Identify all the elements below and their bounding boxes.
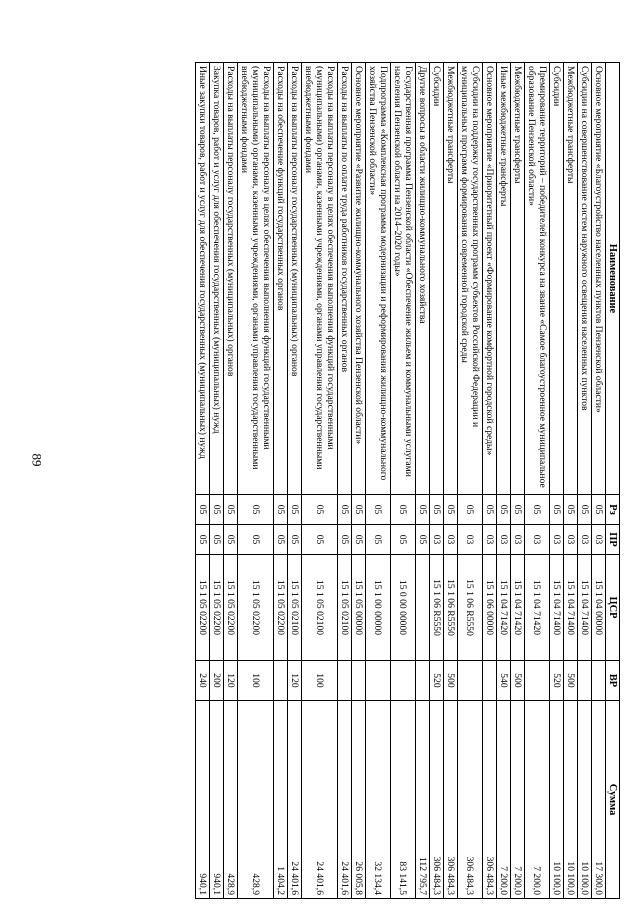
- header-rz: Рз: [606, 495, 620, 525]
- cell-vr: 500: [444, 661, 458, 701]
- cell-pr: 05: [338, 525, 352, 555]
- cell-sum: 10 100,0: [550, 701, 564, 899]
- cell-sum: 7 200,0: [525, 701, 550, 899]
- cell-pr: 03: [592, 525, 606, 555]
- cell-name: Премирование территорий – победителей конкурса на звание «Самое благоустроенное муниципальное образование Пензенской области»: [525, 63, 550, 495]
- budget-table: [195, 62, 620, 899]
- cell-name: Субсидии на совершенствование систем наружного освещения населенных пунктов: [578, 63, 592, 495]
- cell-sum: 10 100,0: [578, 701, 592, 899]
- cell-pr: 05: [352, 525, 366, 555]
- cell-name: Расходы на выплаты персоналу государственных (муниципальных) органов: [288, 63, 302, 495]
- cell-sum: 7 200,0: [497, 701, 511, 899]
- cell-csr: 15 1 05 02100: [338, 555, 352, 661]
- cell-vr: 500: [511, 661, 525, 701]
- cell-csr: 15 1 05 00000: [352, 555, 366, 661]
- cell-rz: 05: [224, 495, 238, 525]
- cell-sum: 26 005,8: [352, 701, 366, 899]
- cell-name: Закупка товаров, работ и услуг для обеспечения государственных (муниципальных) нужд: [210, 63, 224, 495]
- cell-vr: [592, 661, 606, 701]
- cell-vr: [483, 661, 497, 701]
- cell-rz: 05: [525, 495, 550, 525]
- cell-rz: 05: [550, 495, 564, 525]
- cell-pr: 03: [511, 525, 525, 555]
- cell-csr: 15 1 04 71400: [550, 555, 564, 661]
- cell-pr: 05: [288, 525, 302, 555]
- header-name: Наименование: [606, 63, 620, 495]
- cell-rz: 05: [430, 495, 444, 525]
- cell-pr: 03: [564, 525, 578, 555]
- cell-vr: [274, 661, 288, 701]
- cell-vr: [366, 661, 391, 701]
- table-row: [338, 63, 352, 899]
- cell-csr: [416, 555, 430, 661]
- cell-name: Расходы на выплаты персоналу в целях обеспечения выполнения функций государственными (муниципальными) органами, казенными учреждениями, органами управления государственными внебюджетными фондами: [302, 63, 338, 495]
- table-row: [274, 63, 288, 899]
- cell-rz: 05: [366, 495, 391, 525]
- cell-csr: 15 1 04 71420: [497, 555, 511, 661]
- cell-csr: 15 1 05 02100: [288, 555, 302, 661]
- table-row: [458, 63, 483, 899]
- table-header-row: [606, 63, 620, 899]
- cell-vr: [578, 661, 592, 701]
- cell-csr: 15 1 05 02100: [302, 555, 338, 661]
- cell-vr: 120: [288, 661, 302, 701]
- cell-pr: 05: [391, 525, 416, 555]
- cell-rz: 05: [497, 495, 511, 525]
- cell-vr: 100: [238, 661, 274, 701]
- table-row: [238, 63, 274, 899]
- table-row: [483, 63, 497, 899]
- cell-pr: 03: [525, 525, 550, 555]
- cell-pr: 03: [550, 525, 564, 555]
- table-row: [497, 63, 511, 899]
- cell-sum: 10 100,0: [564, 701, 578, 899]
- table-row: [550, 63, 564, 899]
- cell-vr: 100: [302, 661, 338, 701]
- cell-rz: 05: [592, 495, 606, 525]
- cell-vr: [525, 661, 550, 701]
- table-row: [578, 63, 592, 899]
- table-row: [444, 63, 458, 899]
- cell-sum: 306 484,3: [458, 701, 483, 899]
- cell-rz: 05: [391, 495, 416, 525]
- cell-pr: 03: [578, 525, 592, 555]
- page-number: 89: [29, 453, 45, 467]
- header-sum: Сумма: [606, 701, 620, 899]
- cell-name: Расходы на выплаты по оплате труда работников государственных органов: [338, 63, 352, 495]
- cell-name: Межбюджетные трансферты: [564, 63, 578, 495]
- cell-pr: 05: [224, 525, 238, 555]
- cell-rz: 05: [416, 495, 430, 525]
- cell-name: Межбюджетные трансферты: [511, 63, 525, 495]
- cell-rz: 05: [483, 495, 497, 525]
- table-row: [196, 63, 210, 899]
- cell-vr: [391, 661, 416, 701]
- cell-rz: 05: [564, 495, 578, 525]
- cell-vr: 520: [430, 661, 444, 701]
- cell-vr: 240: [196, 661, 210, 701]
- cell-vr: [338, 661, 352, 701]
- table-row: [592, 63, 606, 899]
- cell-sum: 306 484,3: [483, 701, 497, 899]
- cell-name: Субсидии на поддержку государственных программ субъектов Российской Федерации и муниципальных программ формирования современной городской среды: [458, 63, 483, 495]
- table-row: [430, 63, 444, 899]
- cell-pr: 03: [483, 525, 497, 555]
- cell-csr: 15 1 04 71400: [578, 555, 592, 661]
- cell-vr: 120: [224, 661, 238, 701]
- cell-pr: 03: [444, 525, 458, 555]
- cell-name: Основное мероприятие «Развитие жилищно-коммунального хозяйства Пензенской области»: [352, 63, 366, 495]
- cell-csr: 15 1 04 00000: [592, 555, 606, 661]
- table-row: [391, 63, 416, 899]
- cell-name: Основное мероприятие «Благоустройство населенных пунктов Пензенской области»: [592, 63, 606, 495]
- cell-sum: 17 300,0: [592, 701, 606, 899]
- cell-rz: 05: [210, 495, 224, 525]
- cell-rz: 05: [458, 495, 483, 525]
- cell-pr: 05: [274, 525, 288, 555]
- cell-sum: 7 200,0: [511, 701, 525, 899]
- cell-vr: 540: [497, 661, 511, 701]
- table-row: [288, 63, 302, 899]
- cell-rz: 05: [578, 495, 592, 525]
- cell-name: Другие вопросы в области жилищно-коммунального хозяйства: [416, 63, 430, 495]
- cell-pr: 05: [302, 525, 338, 555]
- cell-csr: 15 1 04 71420: [525, 555, 550, 661]
- cell-pr: 05: [210, 525, 224, 555]
- cell-csr: 15 1 05 02200: [274, 555, 288, 661]
- cell-name: Расходы на обеспечение функций государственных органов: [274, 63, 288, 495]
- cell-sum: 24 401,6: [338, 701, 352, 899]
- cell-csr: 15 1 04 71400: [564, 555, 578, 661]
- cell-pr: 05: [238, 525, 274, 555]
- cell-sum: 306 484,3: [430, 701, 444, 899]
- cell-csr: 15 0 00 00000: [391, 555, 416, 661]
- cell-rz: 05: [302, 495, 338, 525]
- cell-vr: 500: [564, 661, 578, 701]
- cell-sum: 940,1: [196, 701, 210, 899]
- cell-name: Расходы на выплаты персоналу в целях обеспечения выполнения функций государственными (муниципальными) органами, казенными учреждениями, органами управления государственными внебюджетными фондами: [238, 63, 274, 495]
- budget-table-container: [195, 62, 620, 898]
- cell-csr: 15 1 05 02200: [238, 555, 274, 661]
- table-row: [511, 63, 525, 899]
- cell-vr: 520: [550, 661, 564, 701]
- cell-pr: 03: [430, 525, 444, 555]
- cell-pr: 05: [196, 525, 210, 555]
- table-row: [564, 63, 578, 899]
- cell-vr: [416, 661, 430, 701]
- cell-csr: 15 1 06 00000: [483, 555, 497, 661]
- cell-rz: 05: [338, 495, 352, 525]
- table-row: [302, 63, 338, 899]
- cell-csr: 15 1 05 02200: [196, 555, 210, 661]
- cell-vr: [352, 661, 366, 701]
- cell-rz: 05: [444, 495, 458, 525]
- cell-name: Иные закупки товаров, работ и услуг для обеспечения государственных (муниципальных) нужд: [196, 63, 210, 495]
- cell-pr: 05: [416, 525, 430, 555]
- cell-sum: 306 484,3: [444, 701, 458, 899]
- table-row: [366, 63, 391, 899]
- cell-pr: 05: [366, 525, 391, 555]
- cell-csr: 15 1 05 02200: [210, 555, 224, 661]
- table-row: [416, 63, 430, 899]
- cell-name: Субсидии: [430, 63, 444, 495]
- cell-name: Основное мероприятие «Приоритетный проект «Формирование комфортной городской среды»: [483, 63, 497, 495]
- table-row: [224, 63, 238, 899]
- cell-name: Субсидии: [550, 63, 564, 495]
- header-vr: ВР: [606, 661, 620, 701]
- cell-rz: 05: [196, 495, 210, 525]
- cell-sum: 940,1: [210, 701, 224, 899]
- cell-pr: 03: [497, 525, 511, 555]
- cell-sum: 32 134,4: [366, 701, 391, 899]
- cell-rz: 05: [511, 495, 525, 525]
- cell-name: Расходы на выплаты персоналу государственных (муниципальных) органов: [224, 63, 238, 495]
- cell-pr: 03: [458, 525, 483, 555]
- cell-rz: 05: [352, 495, 366, 525]
- cell-csr: 15 1 06 R5550: [444, 555, 458, 661]
- table-row: [210, 63, 224, 899]
- cell-csr: 15 1 06 R5550: [430, 555, 444, 661]
- header-pr: ПР: [606, 525, 620, 555]
- cell-sum: 1 404,2: [274, 701, 288, 899]
- cell-name: Подпрограмма «Комплексная программа модернизации и реформирования жилищно-коммунального хозяйства Пензенской области»: [366, 63, 391, 495]
- cell-name: Иные межбюджетные трансферты: [497, 63, 511, 495]
- cell-sum: 428,9: [238, 701, 274, 899]
- header-csr: ЦСР: [606, 555, 620, 661]
- cell-sum: 24 401,6: [288, 701, 302, 899]
- table-row: [525, 63, 550, 899]
- cell-rz: 05: [238, 495, 274, 525]
- cell-csr: 15 1 00 00000: [366, 555, 391, 661]
- cell-rz: 05: [274, 495, 288, 525]
- cell-vr: 200: [210, 661, 224, 701]
- cell-vr: [458, 661, 483, 701]
- cell-csr: 15 1 05 02200: [224, 555, 238, 661]
- table-row: [352, 63, 366, 899]
- cell-csr: 15 1 06 R5550: [458, 555, 483, 661]
- cell-sum: 112 795,7: [416, 701, 430, 899]
- cell-name: Государственная программа Пензенской области «Обеспечение жильем и коммунальными услугами населения Пензенской области на 2014–2020 годы»: [391, 63, 416, 495]
- cell-sum: 83 141,5: [391, 701, 416, 899]
- cell-rz: 05: [288, 495, 302, 525]
- cell-sum: 428,9: [224, 701, 238, 899]
- cell-sum: 24 401,6: [302, 701, 338, 899]
- table-body: [196, 63, 606, 899]
- cell-name: Межбюджетные трансферты: [444, 63, 458, 495]
- cell-csr: 15 1 04 71420: [511, 555, 525, 661]
